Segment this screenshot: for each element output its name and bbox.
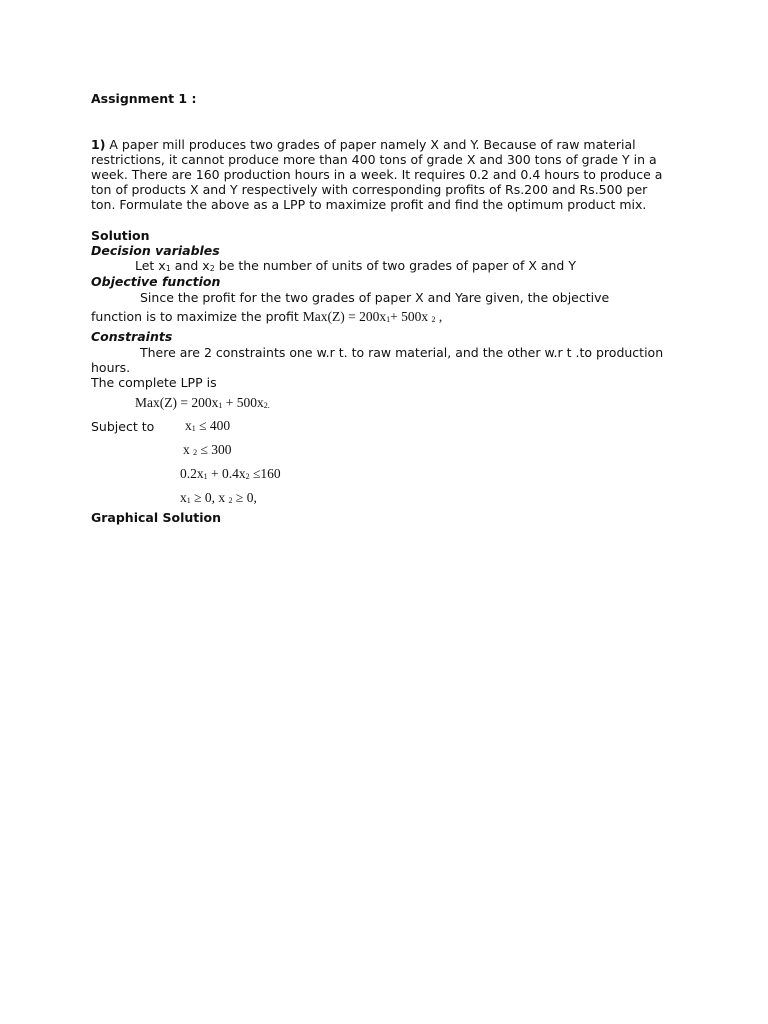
- problem-line-3: week. There are 160 production hours in a week. It requires 0.2 and 0.4 hours to produce a: [91, 167, 663, 182]
- subject-to-label: Subject to: [91, 419, 155, 434]
- constraint-3: $0.2x_1 + 0.4x_2 \le 160$: [180, 466, 281, 481]
- problem-statement: [91, 137, 681, 212]
- solution-heading: Solution: [91, 228, 150, 243]
- constraints-heading: Constraints: [91, 329, 173, 344]
- problem-line-4: ton of products X and Y respectively with corresponding profits of Rs.200 and Rs.500 per: [91, 182, 648, 197]
- lpp-objective: $Max(Z) = 200x_1 + 500x_{2.}$: [135, 395, 270, 410]
- decision-variables-text: Let $x_1$ and $x_2$ be the number of units of two grades of paper of X and Y: [135, 258, 576, 273]
- constraint-2: x $_2$ ≤ 300: [183, 442, 232, 457]
- non-negativity-constraint: $x_1 \ge 0$, x $_2$ ≥ 0,: [180, 490, 257, 505]
- objective-line-1: Since the profit for the two grades of paper X and Yare given, the objective: [140, 290, 610, 305]
- objective-formula: $Max(Z) = 200x_1+ 500x$ $_2$ ,: [302, 309, 443, 324]
- problem-number: 1): [91, 137, 106, 152]
- objective-line-2: function is to maximize the profit $Max(Z) = 200x_1+ 500x$ $_2$ ,: [91, 309, 443, 324]
- constraints-line-1: There are 2 constraints one w.r t. to raw material, and the other w.r t .to production: [140, 345, 664, 360]
- assignment-title: Assignment 1 :: [91, 91, 197, 106]
- constraint-1: $x_1 \le 400$: [185, 418, 231, 433]
- problem-line-5: ton. Formulate the above as a LPP to maximize profit and find the optimum product mix.: [91, 197, 647, 212]
- graphical-solution-heading: Graphical Solution: [91, 510, 221, 525]
- problem-line-1: 1) A paper mill produces two grades of paper namely X and Y. Because of raw material: [91, 137, 636, 152]
- complete-lpp-label: The complete LPP is: [91, 375, 217, 390]
- constraints-line-2: hours.: [91, 360, 131, 375]
- problem-line-2: restrictions, it cannot produce more than 400 tons of grade X and 300 tons of grade Y in a: [91, 152, 657, 167]
- objective-function-heading: Objective function: [91, 274, 221, 289]
- decision-variables-heading: Decision variables: [91, 243, 220, 258]
